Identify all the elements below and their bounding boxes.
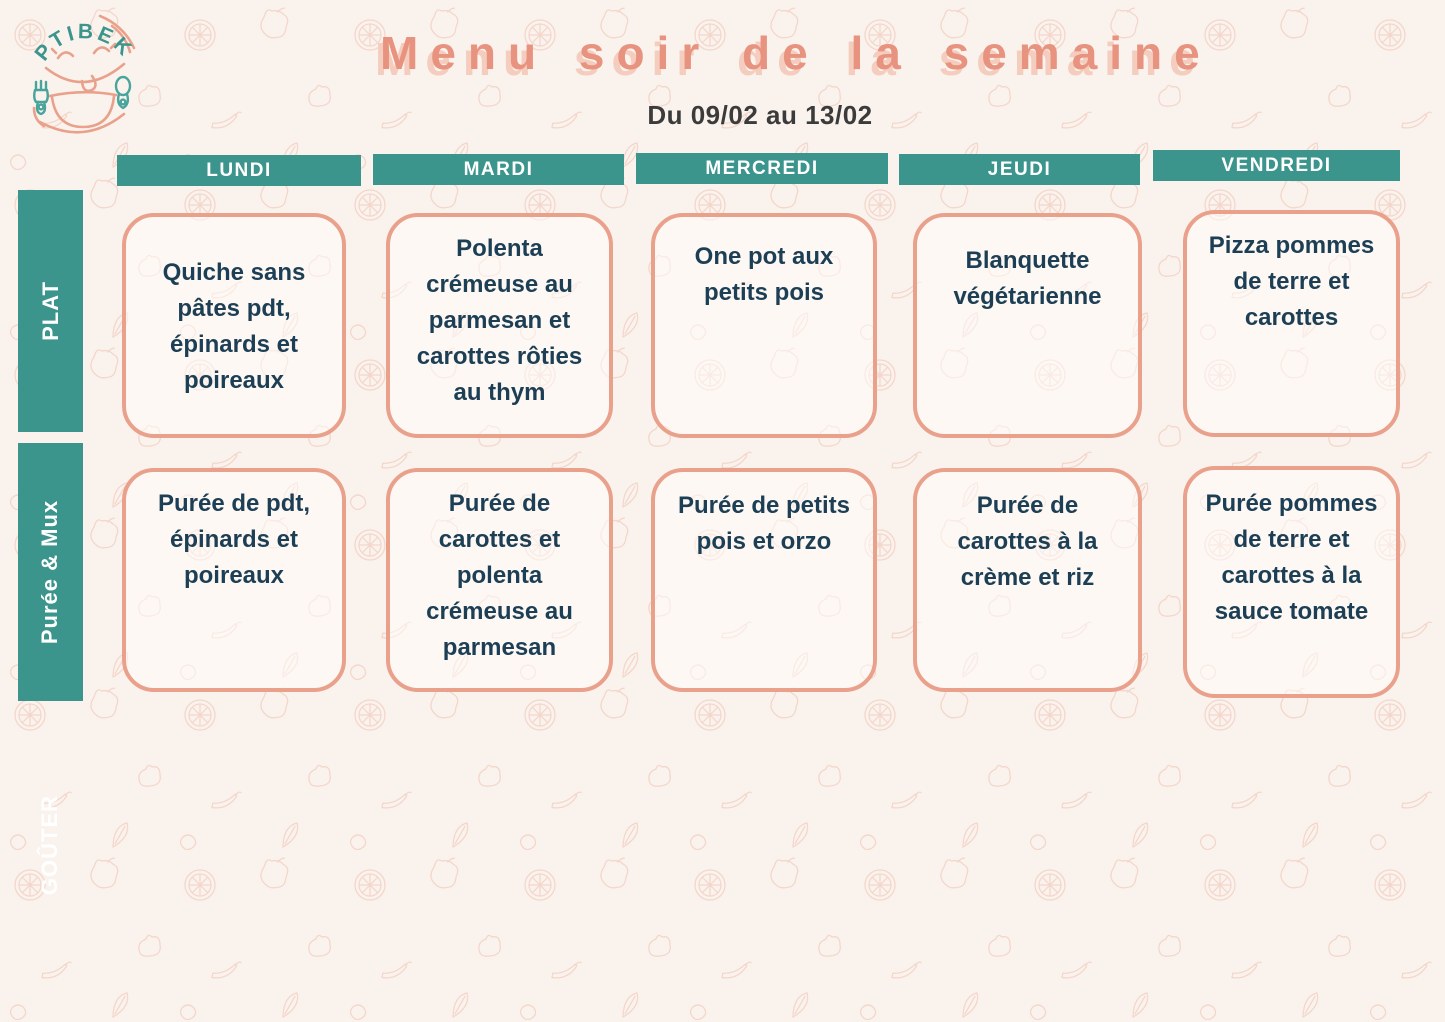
- baby-spoon-icon: [116, 77, 130, 108]
- menu-card-plat-jeudi: [913, 213, 1142, 438]
- menu-card-puree-mardi: [386, 468, 613, 692]
- day-header-mardi: [373, 154, 624, 185]
- bowl-icon: [50, 92, 116, 127]
- menu-card-text: Purée de pdt, épinards et poireaux: [157, 490, 311, 589]
- ptibek-logo: [12, 4, 152, 144]
- row-label-text: Purée & Mux: [37, 499, 63, 645]
- row-label-text: GOÛTER: [37, 794, 63, 896]
- day-header-lundi: [117, 155, 361, 186]
- day-header-label: MERCREDI: [705, 157, 819, 179]
- menu-card-plat-mardi: [386, 213, 613, 438]
- row-label-gouter-hidden: [18, 780, 83, 910]
- menu-card-text: Purée pommes de terre et carottes à la sauce tomate: [1205, 490, 1378, 625]
- brand-arc-text: PTIBEK: [30, 20, 138, 66]
- day-header-vendredi: [1153, 150, 1400, 181]
- row-label-plat: [18, 190, 83, 432]
- day-header-label: MARDI: [463, 158, 534, 180]
- row-label-text: PLAT: [37, 281, 63, 341]
- row-label-puree-mux: [18, 443, 83, 701]
- baby-fork-icon: [34, 81, 48, 114]
- day-header-mercredi: [636, 153, 888, 184]
- menu-card-text: Purée de carottes et polenta crémeuse au parmesan: [426, 490, 573, 661]
- menu-card-text: Pizza pommes de terre et carottes: [1208, 232, 1375, 331]
- menu-card-puree-mercredi: [651, 468, 877, 692]
- menu-card-text: One pot aux petits pois: [694, 243, 834, 306]
- menu-card-plat-vendredi: [1183, 210, 1400, 437]
- day-header-jeudi: [899, 154, 1140, 185]
- day-header-label: VENDREDI: [1221, 154, 1332, 176]
- menu-card-text: Blanquette végétarienne: [953, 247, 1102, 310]
- menu-card-puree-jeudi: [913, 468, 1142, 692]
- menu-card-plat-mercredi: [651, 213, 877, 438]
- menu-card-text: Polenta crémeuse au parmesan et carottes rôties au thym: [416, 235, 583, 406]
- menu-card-plat-lundi: [122, 213, 346, 438]
- menu-card-puree-lundi: [122, 468, 346, 692]
- day-header-label: LUNDI: [206, 159, 272, 181]
- menu-card-puree-vendredi: [1183, 466, 1400, 698]
- day-header-label: JEUDI: [987, 158, 1052, 180]
- page-title: Menu soir de la semaine: [380, 27, 1212, 79]
- menu-card-text: Quiche sans pâtes pdt, épinards et poireaux: [162, 259, 306, 394]
- menu-card-text: Purée de petits pois et orzo: [677, 492, 851, 555]
- date-range: Du 09/02 au 13/02: [647, 100, 873, 130]
- menu-card-text: Purée de carottes à la crème et riz: [957, 492, 1098, 591]
